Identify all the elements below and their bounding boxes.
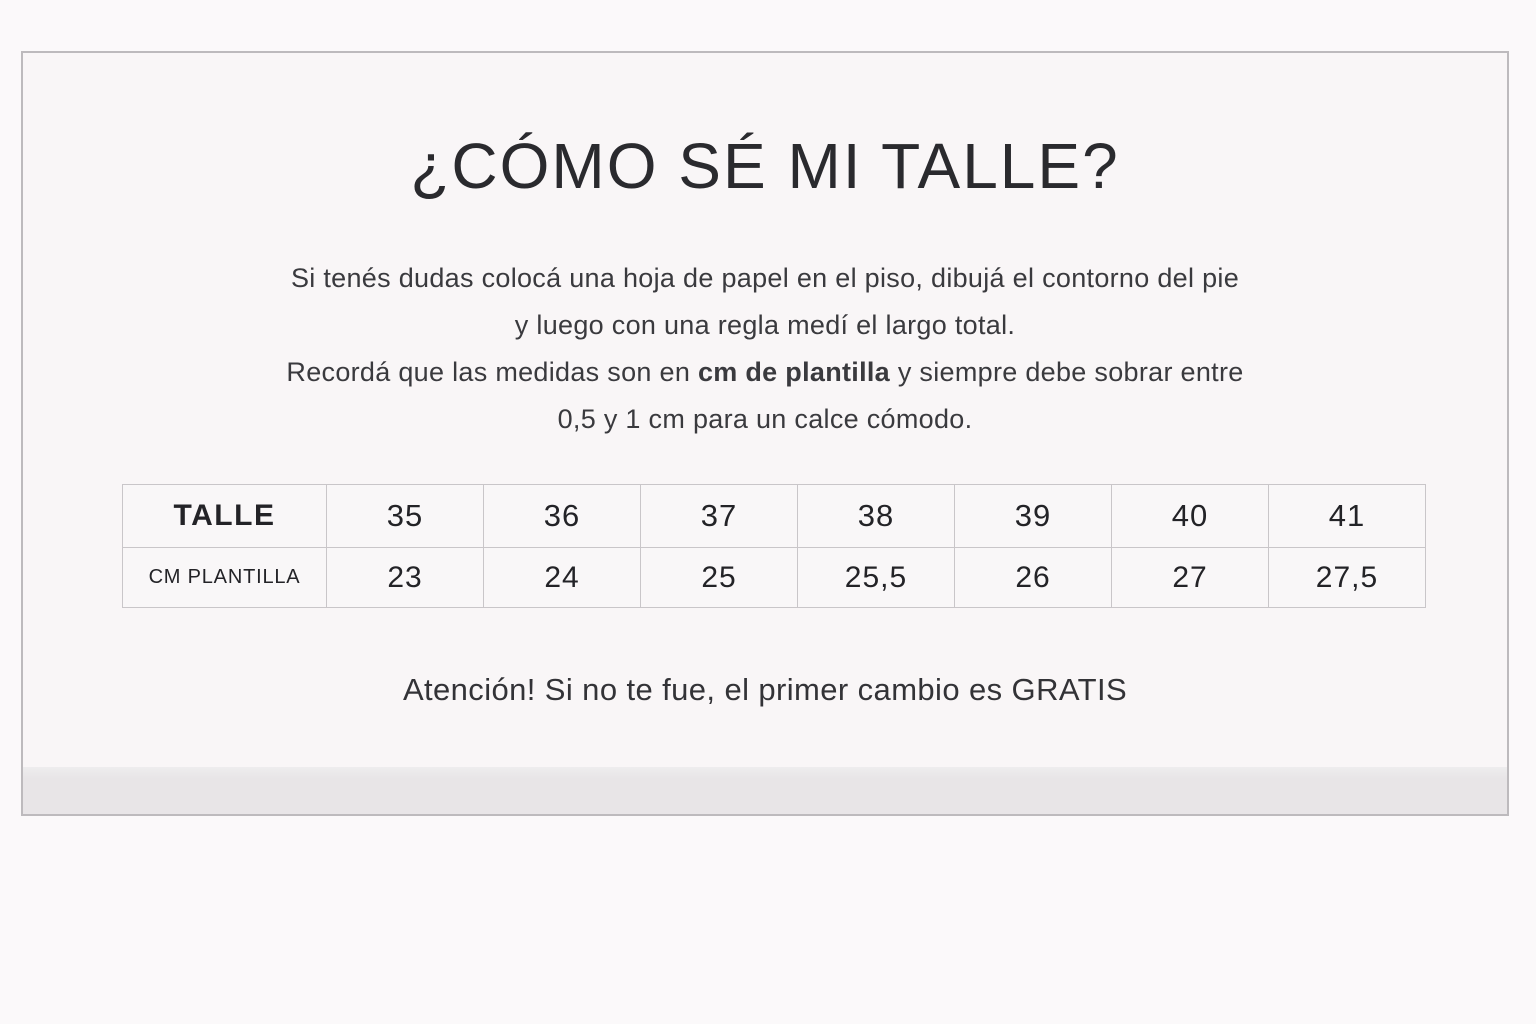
- size-cell-36: 36: [484, 485, 641, 548]
- size-cell-41: 41: [1269, 485, 1426, 548]
- bottom-strip-divider: [23, 767, 1507, 814]
- size-table-values-row: [123, 548, 1426, 608]
- instructions-line-3-bold: cm de plantilla: [697, 357, 891, 387]
- cm-cell-38: 25,5: [798, 548, 955, 608]
- cm-plantilla-row-label: CM PLANTILLA: [123, 548, 327, 608]
- cm-cell-40: 27: [1112, 548, 1269, 608]
- instructions-line-4: 0,5 y 1 cm para un calce cómodo.: [557, 404, 973, 434]
- page-title: ¿CÓMO SÉ MI TALLE?: [410, 130, 1120, 202]
- cm-cell-39: 26: [955, 548, 1112, 608]
- instructions-line-3-post: y siempre debe sobrar entre: [890, 357, 1244, 387]
- size-cell-40: 40: [1112, 485, 1269, 548]
- free-exchange-note: Atención! Si no te fue, el primer cambio es GRATIS: [402, 672, 1128, 707]
- cm-cell-41: 27,5: [1269, 548, 1426, 608]
- instructions-block: [23, 255, 1507, 443]
- size-cell-35: 35: [327, 485, 484, 548]
- size-cell-39: 39: [955, 485, 1112, 548]
- instructions-line-1: Si tenés dudas colocá una hoja de papel en el piso, dibujá el contorno del pie: [290, 263, 1240, 293]
- cm-cell-36: 24: [484, 548, 641, 608]
- size-table-header-row: [123, 485, 1426, 548]
- size-guide-panel: [21, 51, 1509, 816]
- size-cell-38: 38: [798, 485, 955, 548]
- size-table: [122, 484, 1426, 608]
- size-cell-37: 37: [641, 485, 798, 548]
- instructions-line-3: [23, 349, 1507, 396]
- instructions-line-2: y luego con una regla medí el largo total.: [514, 310, 1016, 340]
- cm-cell-35: 23: [327, 548, 484, 608]
- cm-cell-37: 25: [641, 548, 798, 608]
- instructions-line-3-pre: Recordá que las medidas son en: [286, 357, 698, 387]
- talle-row-label: TALLE: [123, 485, 327, 548]
